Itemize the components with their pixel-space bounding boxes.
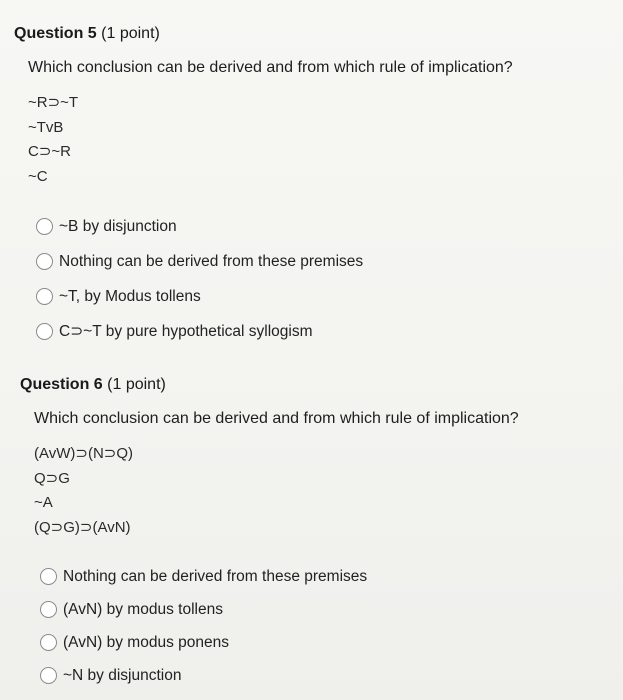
answer-label: Nothing can be derived from these premises bbox=[63, 567, 368, 585]
question-prompt: Which conclusion can be derived and from which rule of implication? bbox=[28, 59, 513, 76]
radio-button-icon[interactable] bbox=[40, 601, 57, 618]
question-6 bbox=[20, 376, 610, 692]
question-5 bbox=[14, 25, 604, 349]
answer-options bbox=[36, 209, 604, 349]
radio-button-icon[interactable] bbox=[36, 218, 53, 235]
premise-list bbox=[34, 442, 610, 540]
question-points: (1 point) bbox=[101, 25, 160, 42]
premise: Q⊃G bbox=[34, 469, 70, 487]
answer-option-4[interactable] bbox=[40, 659, 610, 692]
answer-label: (AvN) by modus tollens bbox=[63, 600, 223, 618]
answer-label: Nothing can be derived from these premises bbox=[59, 252, 364, 270]
answer-option-3[interactable] bbox=[40, 626, 610, 659]
question-number: Question 6 bbox=[20, 376, 103, 393]
answer-label: (AvN) by modus ponens bbox=[63, 633, 229, 651]
answer-option-2[interactable] bbox=[40, 593, 610, 626]
premise: ~C bbox=[28, 167, 48, 185]
answer-option-3[interactable] bbox=[36, 279, 604, 314]
radio-button-icon[interactable] bbox=[40, 634, 57, 651]
answer-option-1[interactable] bbox=[40, 560, 610, 593]
premise-list bbox=[28, 91, 604, 189]
radio-button-icon[interactable] bbox=[40, 667, 57, 684]
answer-option-2[interactable] bbox=[36, 244, 604, 279]
question-title bbox=[14, 25, 604, 43]
radio-button-icon[interactable] bbox=[36, 253, 53, 270]
question-points: (1 point) bbox=[107, 376, 166, 393]
answer-options bbox=[40, 560, 610, 692]
answer-label: ~N by disjunction bbox=[63, 666, 182, 684]
question-number: Question 5 bbox=[14, 25, 97, 42]
premise: (AvW)⊃(N⊃Q) bbox=[34, 445, 134, 462]
answer-label: C⊃~T by pure hypothetical syllogism bbox=[59, 323, 313, 340]
premise: ~A bbox=[34, 494, 53, 511]
answer-label: ~T, by Modus tollens bbox=[59, 287, 201, 305]
radio-button-icon[interactable] bbox=[40, 568, 57, 585]
premise: ~TvB bbox=[28, 118, 64, 136]
radio-button-icon[interactable] bbox=[36, 323, 53, 340]
question-prompt: Which conclusion can be derived and from which rule of implication? bbox=[34, 410, 519, 427]
answer-option-4[interactable] bbox=[36, 314, 604, 349]
premise: C⊃~R bbox=[28, 143, 71, 160]
answer-option-1[interactable] bbox=[36, 209, 604, 244]
premise: ~R⊃~T bbox=[28, 94, 79, 111]
question-title bbox=[20, 376, 610, 394]
answer-label: ~B by disjunction bbox=[59, 217, 177, 235]
radio-button-icon[interactable] bbox=[36, 288, 53, 305]
premise: (Q⊃G)⊃(AvN) bbox=[34, 518, 131, 536]
